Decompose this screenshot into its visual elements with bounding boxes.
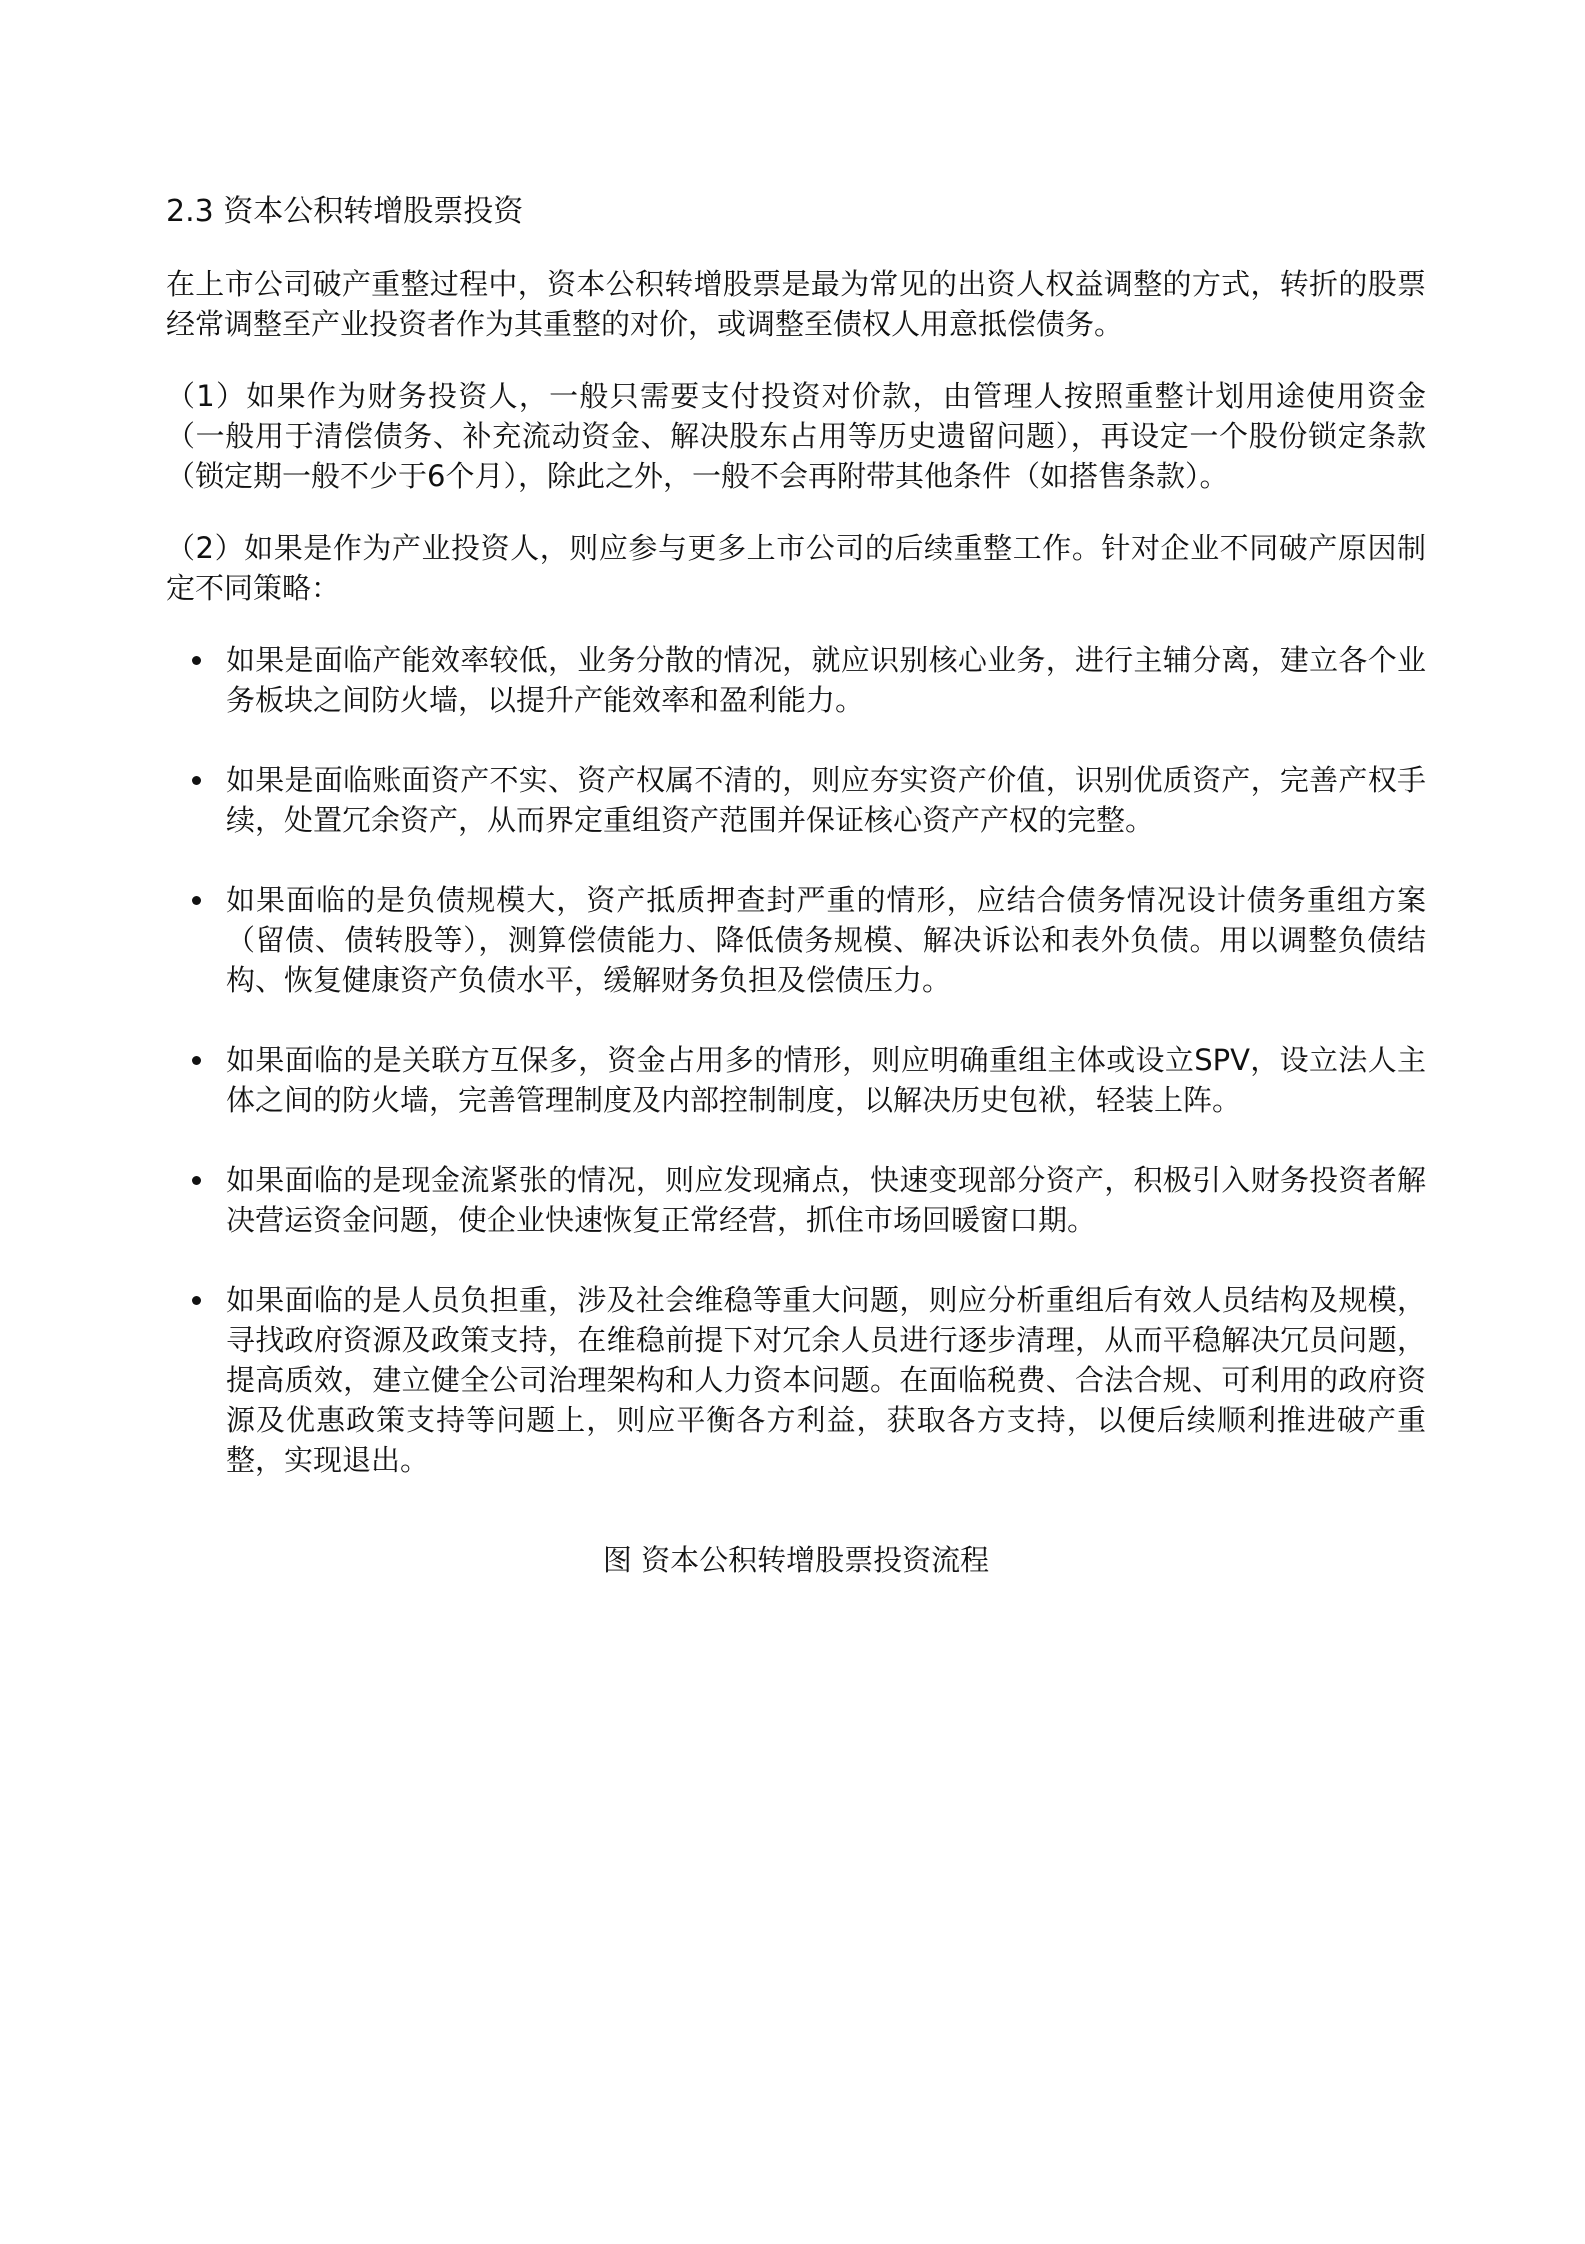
bullet-icon xyxy=(192,896,201,905)
paragraph-financial-investor: （1）如果作为财务投资人，一般只需要支付投资对价款，由管理人按照重整计划用途使用资金（一般用于清偿债务、补充流动资金、解决股东占用等历史遗留问题），再设定一个股份锁定条款（锁定期一般不少于6个月），除此之外，一般不会再附带其他条件（如搭售条款）。 xyxy=(166,379,1426,493)
bullet-icon xyxy=(192,776,201,785)
list-item-text: 如果面临的是负债规模大，资产抵质押查封严重的情形，应结合债务情况设计债务重组方案（留债、债转股等），测算偿债能力、降低债务规模、解决诉讼和表外负债。用以调整负债结构、恢复健康资产负债水平，缓解财务负担及偿债压力。 xyxy=(226,883,1426,997)
list-item xyxy=(166,1280,1426,1480)
bullet-icon xyxy=(192,1176,201,1185)
list-item-text: 如果面临的是现金流紧张的情况，则应发现痛点，快速变现部分资产，积极引入财务投资者解决营运资金问题，使企业快速恢复正常经营，抓住市场回暖窗口期。 xyxy=(226,1163,1426,1237)
list-item-text: 如果面临的是人员负担重，涉及社会维稳等重大问题，则应分析重组后有效人员结构及规模，寻找政府资源及政策支持，在维稳前提下对冗余人员进行逐步清理，从而平稳解决冗员问题，提高质效，建立健全公司治理架构和人力资本问题。在面临税费、合法合规、可利用的政府资源及优惠政策支持等问题上，则应平衡各方利益，获取各方支持，以便后续顺利推进破产重整，实现退出。 xyxy=(226,1283,1426,1477)
list-item-text: 如果面临的是关联方互保多，资金占用多的情形，则应明确重组主体或设立SPV，设立法人主体之间的防火墙，完善管理制度及内部控制制度，以解决历史包袱，轻装上阵。 xyxy=(226,1043,1426,1117)
document-page xyxy=(166,190,1426,1580)
strategy-list xyxy=(166,640,1426,1480)
list-item xyxy=(166,1160,1426,1240)
list-item-text: 如果是面临账面资产不实、资产权属不清的，则应夯实资产价值，识别优质资产，完善产权手续，处置冗余资产，从而界定重组资产范围并保证核心资产产权的完整。 xyxy=(226,763,1426,837)
list-item xyxy=(166,760,1426,840)
bullet-icon xyxy=(192,656,201,665)
figure-caption: 图 资本公积转增股票投资流程 xyxy=(602,1543,990,1577)
list-item xyxy=(166,640,1426,720)
list-item xyxy=(166,880,1426,1000)
section-heading: 2.3 资本公积转增股票投资 xyxy=(166,194,524,229)
list-item xyxy=(166,1040,1426,1120)
bullet-icon xyxy=(192,1056,201,1065)
list-item-text: 如果是面临产能效率较低，业务分散的情况，就应识别核心业务，进行主辅分离，建立各个业务板块之间防火墙，以提升产能效率和盈利能力。 xyxy=(226,643,1426,717)
bullet-icon xyxy=(192,1296,201,1305)
paragraph-industrial-investor: （2）如果是作为产业投资人，则应参与更多上市公司的后续重整工作。针对企业不同破产原因制定不同策略： xyxy=(166,531,1426,605)
intro-paragraph: 在上市公司破产重整过程中，资本公积转增股票是最为常见的出资人权益调整的方式，转折的股票经常调整至产业投资者作为其重整的对价，或调整至债权人用意抵偿债务。 xyxy=(166,267,1426,341)
